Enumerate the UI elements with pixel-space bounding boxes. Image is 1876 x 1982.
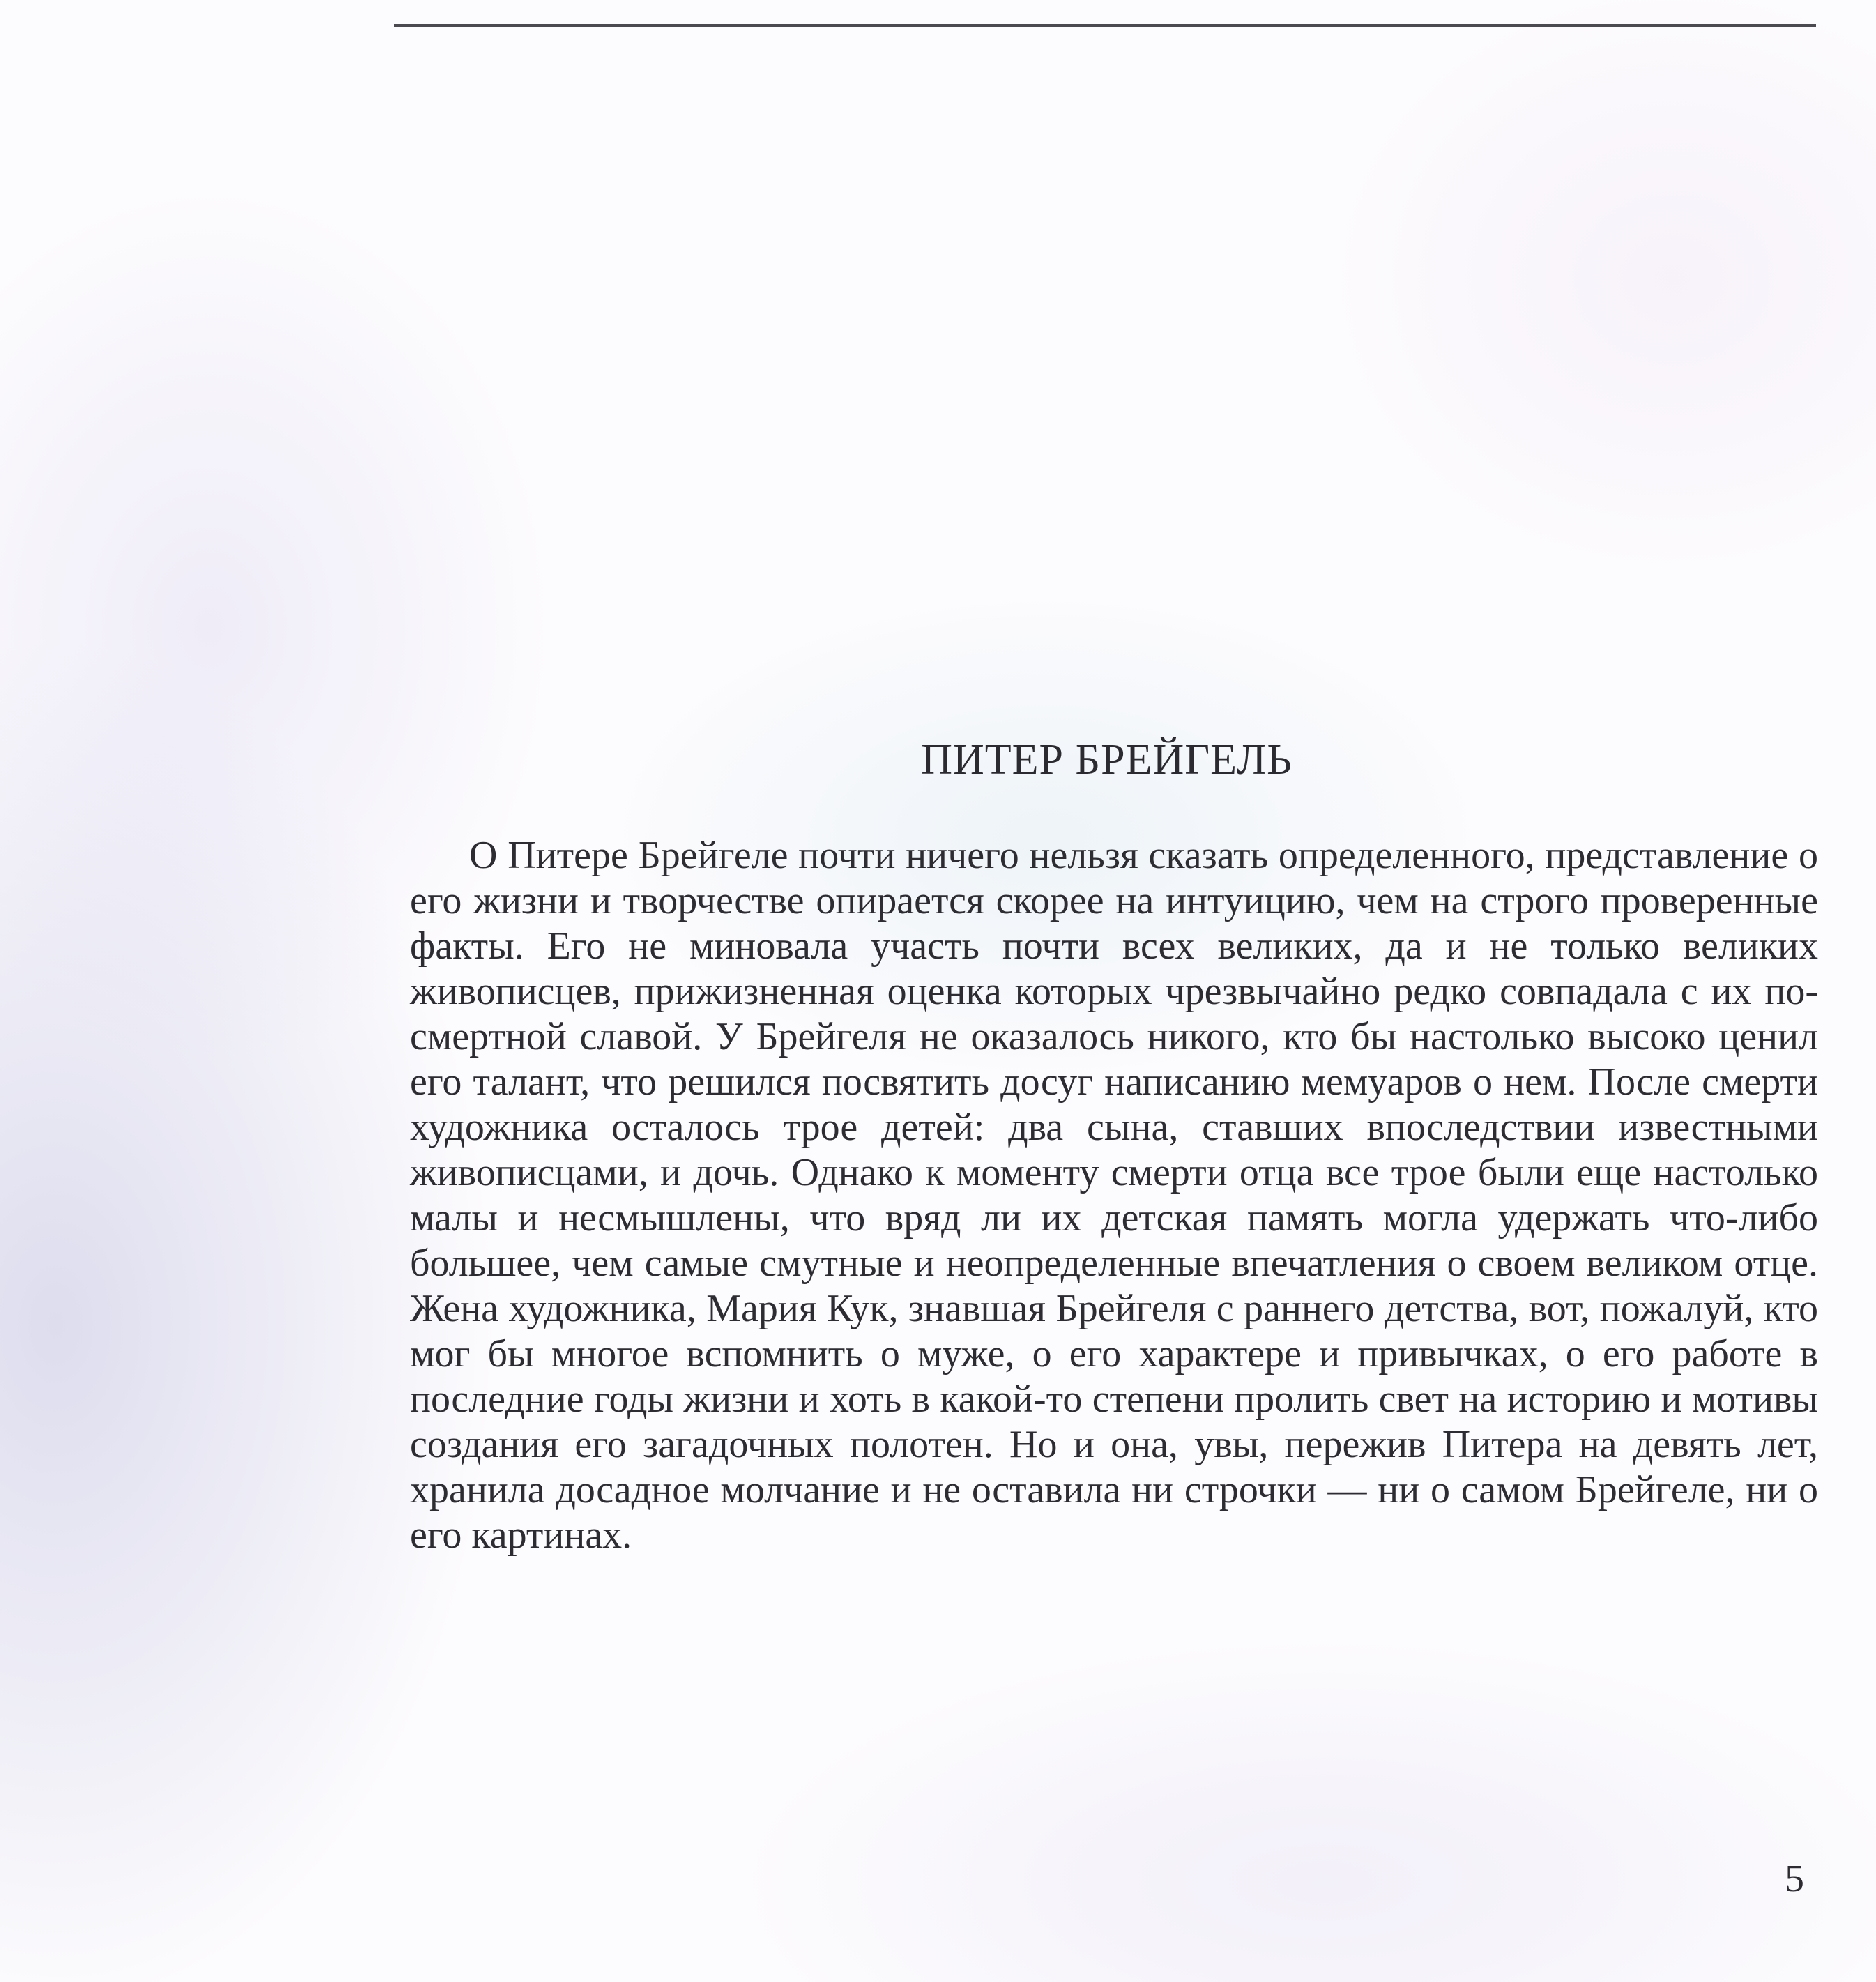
chapter-title: ПИТЕР БРЕЙГЕЛЬ: [921, 736, 1292, 784]
body-paragraph: О Питере Брейгеле почти ничего нельзя сказать определенного, представление о его жизни и творчестве опирается скорее на интуицию, чем на строго проверенные факты. Его не миновала участь почти всех великих, да и не только великих живописцев, прижизненная оценка которых чрезвычайно редко совпадала с их посмертной славой. У Брейгеля не оказалось никого, кто бы настолько высоко ценил его талант, что решился посвятить досуг написанию мемуаров о нем. После смерти художника осталось трое детей: два сына, ставших впоследствии известными живописцами, и дочь. Однако к моменту смерти отца все трое были еще настолько малы и несмышлены, что вряд ли их детская память могла удержать что-либо большее, чем самые смутные и неопределенные впечатления о своем великом отце. Жена художника, Мария Кук, знавшая Брейгеля с раннего детства, вот, пожалуй, кто мог бы многое вспомнить о муже, о его характере и привычках, о его работе в последние годы жизни и хоть в какой-то степени пролить свет на историю и мотивы создания его загадочных полотен. Но и она, увы, пережив Питера на девять лет, хранила досадное молчание и не оставила ни строчки — ни о самом Брейгеле, ни о его картинах.: [410, 834, 1818, 1557]
header-rule: [394, 24, 1816, 27]
page-number: 5: [1785, 1857, 1804, 1900]
